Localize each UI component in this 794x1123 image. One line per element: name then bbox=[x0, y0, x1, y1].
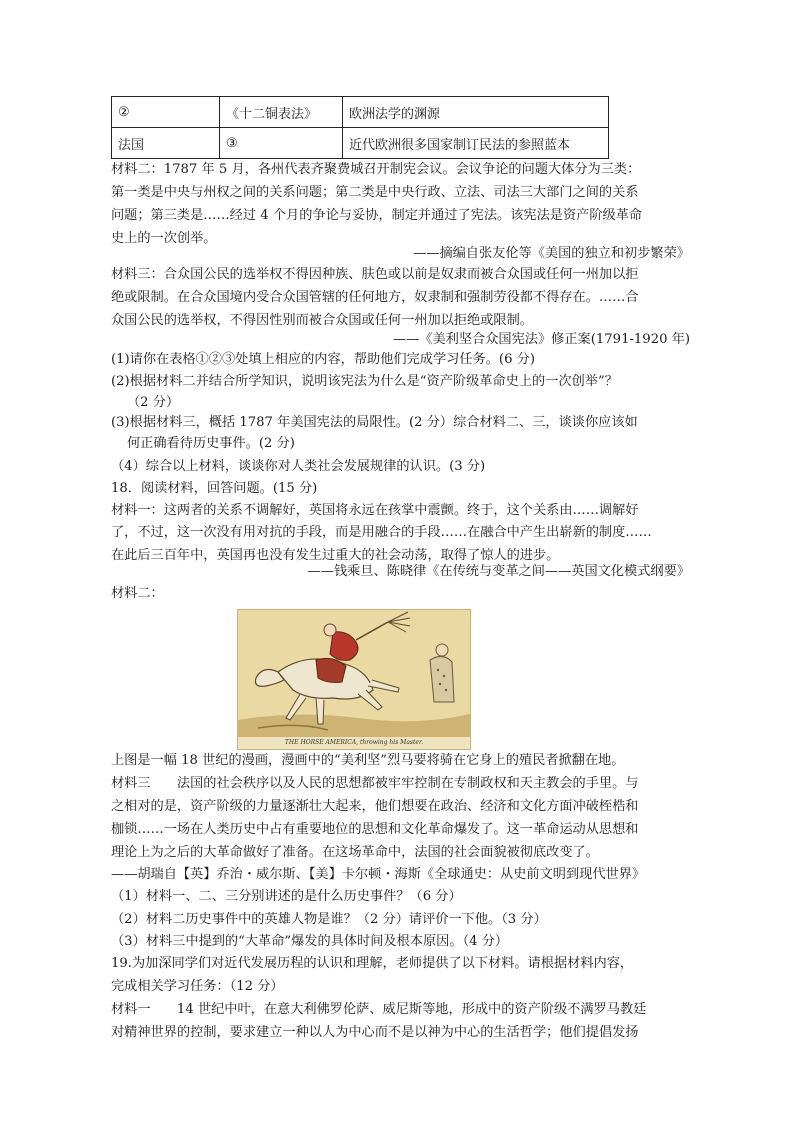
source-citation: ——《美利坚合众国宪法》修正案(1791-1920 年) bbox=[392, 332, 690, 347]
text-line: 材料一 14 世纪中叶，在意大利佛罗伦萨、威尼斯等地，形成中的资产阶级不满罗马教廷 bbox=[111, 1002, 647, 1017]
question-line: （1）材料一、二、三分别讲述的是什么历史事件？（6 分） bbox=[111, 889, 462, 904]
question-line: （4）综合以上材料，谈谈你对人类社会发展规律的认识。(3 分) bbox=[111, 459, 486, 474]
question-line: 完成相关学习任务：（12 分） bbox=[111, 979, 284, 994]
question-line: （3）材料三中提到的“大革命”爆发的具体时间及根本原因。（4 分） bbox=[111, 934, 509, 949]
text-line: 对精神世界的控制，要求建立一种以人为中心而不是以神为中心的生活哲学；他们提倡发扬 bbox=[111, 1025, 639, 1040]
question-line: （2 分） bbox=[127, 395, 180, 410]
cartoon-caption: THE HORSE AMERICA, throwing his Master. bbox=[238, 737, 470, 749]
comparison-table bbox=[111, 96, 609, 159]
text-line: 材料二： bbox=[111, 586, 164, 601]
table-cell: ③ bbox=[220, 128, 343, 159]
table-cell: ② bbox=[112, 97, 220, 128]
text-line: 理论上为之后的大革命做好了准备。在这场革命中，法国的社会面貌被彻底改变了。 bbox=[111, 845, 599, 860]
cartoon-image bbox=[237, 609, 471, 750]
text-line: 史上的一次创举。 bbox=[111, 231, 217, 246]
text-line: 第一类是中央与州权之间的关系问题；第二类是中央行政、立法、司法三大部门之间的关系 bbox=[111, 185, 639, 200]
table-row bbox=[112, 97, 609, 128]
table-cell: 《十二铜表法》 bbox=[220, 97, 343, 128]
text-line: 绝或限制。在合众国境内受合众国管辖的任何地方，奴隶制和强制劳役都不得存在。……合 bbox=[111, 290, 639, 305]
text-line: 之相对的是，资产阶级的力量逐渐壮大起来，他们想要在政治、经济和文化方面冲破桎梏和 bbox=[111, 799, 639, 814]
horse-america-cartoon bbox=[238, 610, 470, 737]
text-line: 了，不过，这一次没有用对抗的手段，而是用融合的手段……在融合中产生出崭新的制度…… bbox=[111, 525, 652, 540]
question-line: 何正确看待历史事件。(2 分) bbox=[127, 436, 295, 451]
text-line: 问题；第三类是……经过 4 个月的争论与妥协，制定并通过了宪法。该宪法是资产阶级革命 bbox=[111, 208, 643, 223]
text-line: 枷锁……一场在人类历史中占有重要地位的思想和文化革命爆发了。这一革命运动从思想和 bbox=[111, 822, 639, 837]
text-line: 上图是一幅 18 世纪的漫画，漫画中的“美利坚”烈马要将骑在它身上的殖民者掀翻在地。 bbox=[111, 753, 625, 768]
text-line: 材料三 法国的社会秩序以及人民的思想都被牢牢控制在专制政权和天主教会的手里。与 bbox=[111, 776, 639, 791]
question-line: (2)根据材料二并结合所学知识，说明该宪法为什么是“资产阶级革命史上的一次创举”？ bbox=[111, 374, 618, 389]
question-heading: 18．阅读材料，回答问题。(15 分) bbox=[111, 481, 318, 496]
table-cell: 法国 bbox=[112, 128, 220, 159]
text-line: 材料一：这两者的关系不调解好，英国将永远在孩掌中震颤。终于，这个关系由……调解好 bbox=[111, 503, 639, 518]
question-line: （2）材料二历史事件中的英雄人物是谁？（2 分）请评价一下他。（3 分） bbox=[111, 912, 547, 927]
source-citation: ——钱乘旦、陈晓律《在传统与变革之间——英国文化模式纲要》 bbox=[307, 564, 690, 579]
text-line: 材料三：合众国公民的选举权不得因种族、肤色或以前是奴隶而被合众国或任何一州加以拒 bbox=[111, 267, 639, 282]
text-line: 材料二：1787 年 5 月，各州代表齐聚费城召开制宪会议。会议争论的问题大体分为三类： bbox=[111, 162, 641, 177]
table-row bbox=[112, 128, 609, 159]
source-citation: ——胡瑞自【英】乔治・威尔斯、【美】卡尔顿・海斯《全球通史：从史前文明到现代世界》 bbox=[111, 867, 646, 882]
table-cell: 欧洲法学的渊源 bbox=[343, 97, 609, 128]
text-line: 在此后三百年中，英国再也没有发生过重大的社会动荡，取得了惊人的进步。 bbox=[111, 548, 560, 563]
question-line: (3)根据材料三，概括 1787 年美国宪法的局限性。(2 分）综合材料二、三，谈谈你应该如 bbox=[111, 415, 638, 430]
source-citation: ——摘编自张友伦等《美国的独立和初步繁荣》 bbox=[413, 246, 690, 261]
question-heading: 19.为加深同学们对近代发展历程的认识和理解，老师提供了以下材料。请根据材料内容， bbox=[111, 956, 634, 971]
table-cell: 近代欧洲很多国家制订民法的参照蓝本 bbox=[343, 128, 609, 159]
question-line: (1)请你在表格①②③处填上相应的内容，帮助他们完成学习任务。(6 分) bbox=[111, 352, 535, 367]
text-line: 众国公民的选举权，不得因性别而被合众国或任何一州加以拒绝或限制。 bbox=[111, 313, 533, 328]
